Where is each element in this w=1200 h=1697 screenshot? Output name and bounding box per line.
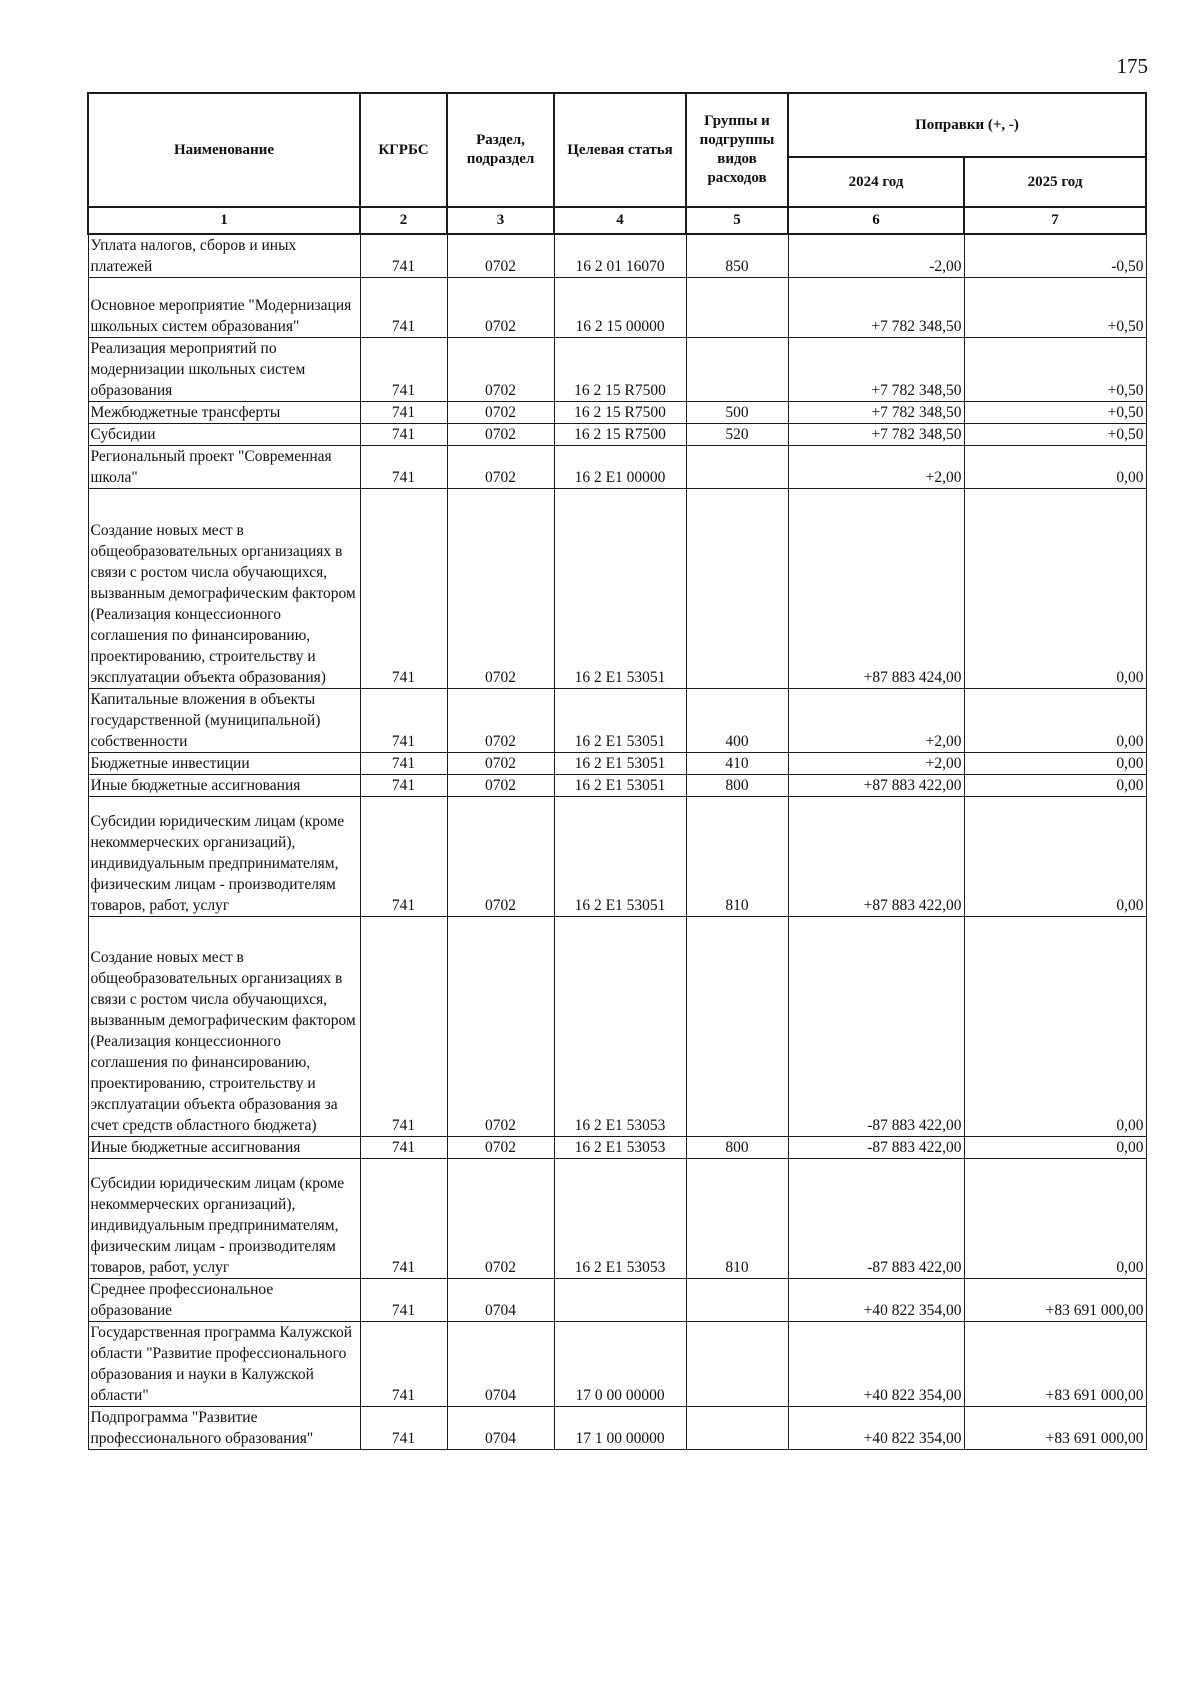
- row-kgrbs: 741: [360, 797, 447, 917]
- row-name: Иные бюджетные ассигнования: [88, 775, 360, 797]
- row-name: Среднее профессиональное образование: [88, 1279, 360, 1322]
- row-group: [686, 1322, 788, 1407]
- row-section: 0702: [447, 689, 554, 753]
- row-name: Субсидии: [88, 424, 360, 446]
- row-amount-2025: 0,00: [964, 446, 1146, 489]
- row-target: 17 1 00 00000: [554, 1407, 686, 1450]
- row-section: 0702: [447, 338, 554, 402]
- header-number: 5: [686, 207, 788, 234]
- row-section: 0702: [447, 424, 554, 446]
- row-amount-2024: +7 782 348,50: [788, 402, 964, 424]
- row-target: 16 2 E1 53053: [554, 1159, 686, 1279]
- row-amount-2025: +0,50: [964, 402, 1146, 424]
- table-row: [88, 753, 1146, 775]
- row-section: 0702: [447, 753, 554, 775]
- row-amount-2025: +0,50: [964, 338, 1146, 402]
- table-row: [88, 1407, 1146, 1450]
- header-number: 1: [88, 207, 360, 234]
- row-amount-2024: +7 782 348,50: [788, 338, 964, 402]
- row-target: 16 2 E1 53051: [554, 753, 686, 775]
- row-amount-2025: 0,00: [964, 753, 1146, 775]
- header-amendments: Поправки (+, -): [788, 93, 1146, 157]
- row-group: [686, 1279, 788, 1322]
- row-amount-2024: +7 782 348,50: [788, 424, 964, 446]
- row-amount-2024: +87 883 424,00: [788, 489, 964, 689]
- table-row: [88, 424, 1146, 446]
- row-amount-2024: +2,00: [788, 753, 964, 775]
- row-group: [686, 917, 788, 1137]
- row-section: 0702: [447, 1159, 554, 1279]
- row-kgrbs: 741: [360, 402, 447, 424]
- header-name: Наименование: [88, 93, 360, 207]
- table-row: [88, 775, 1146, 797]
- header-section: Раздел, подраздел: [447, 93, 554, 207]
- row-group: [686, 278, 788, 338]
- row-amount-2024: +40 822 354,00: [788, 1407, 964, 1450]
- row-kgrbs: 741: [360, 234, 447, 278]
- row-amount-2024: +2,00: [788, 446, 964, 489]
- row-section: 0702: [447, 775, 554, 797]
- row-amount-2025: -0,50: [964, 234, 1146, 278]
- row-target: 16 2 E1 53053: [554, 917, 686, 1137]
- row-kgrbs: 741: [360, 424, 447, 446]
- header-number: 4: [554, 207, 686, 234]
- table-row: [88, 1159, 1146, 1279]
- row-group: 810: [686, 1159, 788, 1279]
- row-target: 16 2 E1 00000: [554, 446, 686, 489]
- row-section: 0702: [447, 234, 554, 278]
- header-number: 6: [788, 207, 964, 234]
- header-number: 7: [964, 207, 1146, 234]
- row-section: 0702: [447, 402, 554, 424]
- row-amount-2024: -87 883 422,00: [788, 1159, 964, 1279]
- header-number: 3: [447, 207, 554, 234]
- table-row: [88, 1279, 1146, 1322]
- header-kgrbs: КГРБС: [360, 93, 447, 207]
- row-kgrbs: 741: [360, 917, 447, 1137]
- row-target: 16 2 E1 53051: [554, 797, 686, 917]
- row-target: 16 2 E1 53053: [554, 1137, 686, 1159]
- row-name: Создание новых мест в общеобразовательных организациях в связи с ростом числа обучающихся, вызванным демографическим фактором (Реализация концессионного соглашения по финансированию, проектированию, строительству и эксплуатации объекта образования за счет средств областного бюджета): [88, 917, 360, 1137]
- header-2024: 2024 год: [788, 157, 964, 207]
- row-section: 0704: [447, 1322, 554, 1407]
- table-row: [88, 446, 1146, 489]
- row-kgrbs: 741: [360, 1159, 447, 1279]
- row-group: 800: [686, 775, 788, 797]
- row-group: [686, 1407, 788, 1450]
- row-amount-2025: 0,00: [964, 917, 1146, 1137]
- row-name: Подпрограмма "Развитие профессионального образования": [88, 1407, 360, 1450]
- header-number: 2: [360, 207, 447, 234]
- row-name: Субсидии юридическим лицам (кроме некоммерческих организаций), индивидуальным предпринимателям, физическим лицам - производителям товаров, работ, услуг: [88, 1159, 360, 1279]
- row-group: 800: [686, 1137, 788, 1159]
- row-amount-2025: +0,50: [964, 424, 1146, 446]
- row-amount-2025: 0,00: [964, 489, 1146, 689]
- row-group: [686, 338, 788, 402]
- row-section: 0702: [447, 1137, 554, 1159]
- budget-amendments-table: [87, 92, 1147, 1450]
- row-kgrbs: 741: [360, 338, 447, 402]
- row-target: 16 2 15 00000: [554, 278, 686, 338]
- header-target: Целевая статья: [554, 93, 686, 207]
- row-section: 0704: [447, 1407, 554, 1450]
- row-amount-2024: +2,00: [788, 689, 964, 753]
- row-amount-2024: -87 883 422,00: [788, 917, 964, 1137]
- row-kgrbs: 741: [360, 775, 447, 797]
- table-row: [88, 917, 1146, 1137]
- row-amount-2025: 0,00: [964, 689, 1146, 753]
- row-kgrbs: 741: [360, 1137, 447, 1159]
- row-kgrbs: 741: [360, 1407, 447, 1450]
- header-groups: Группы и подгруппы видов расходов: [686, 93, 788, 207]
- table-row: [88, 338, 1146, 402]
- row-amount-2025: 0,00: [964, 797, 1146, 917]
- row-name: Региональный проект "Современная школа": [88, 446, 360, 489]
- row-kgrbs: 741: [360, 446, 447, 489]
- row-name: Субсидии юридическим лицам (кроме некоммерческих организаций), индивидуальным предпринимателям, физическим лицам - производителям товаров, работ, услуг: [88, 797, 360, 917]
- row-target: 16 2 E1 53051: [554, 775, 686, 797]
- row-kgrbs: 741: [360, 1322, 447, 1407]
- row-name: Иные бюджетные ассигнования: [88, 1137, 360, 1159]
- row-section: 0702: [447, 917, 554, 1137]
- row-group: [686, 489, 788, 689]
- row-kgrbs: 741: [360, 489, 447, 689]
- row-target: [554, 1279, 686, 1322]
- row-amount-2024: +7 782 348,50: [788, 278, 964, 338]
- row-section: 0702: [447, 446, 554, 489]
- row-amount-2024: +87 883 422,00: [788, 775, 964, 797]
- row-group: 410: [686, 753, 788, 775]
- table-row: [88, 402, 1146, 424]
- row-amount-2024: +40 822 354,00: [788, 1279, 964, 1322]
- row-name: Уплата налогов, сборов и иных платежей: [88, 234, 360, 278]
- row-target: 16 2 15 R7500: [554, 424, 686, 446]
- row-group: 500: [686, 402, 788, 424]
- row-group: 400: [686, 689, 788, 753]
- row-group: 850: [686, 234, 788, 278]
- table-row: [88, 489, 1146, 689]
- table-row: [88, 234, 1146, 278]
- header-2025: 2025 год: [964, 157, 1146, 207]
- row-amount-2025: +0,50: [964, 278, 1146, 338]
- row-target: 16 2 15 R7500: [554, 338, 686, 402]
- row-amount-2024: +87 883 422,00: [788, 797, 964, 917]
- row-name: Межбюджетные трансферты: [88, 402, 360, 424]
- row-group: 520: [686, 424, 788, 446]
- row-kgrbs: 741: [360, 689, 447, 753]
- page-number: 175: [1116, 54, 1148, 78]
- row-amount-2025: +83 691 000,00: [964, 1279, 1146, 1322]
- row-name: Государственная программа Калужской области "Развитие профессионального образования и науки в Калужской области": [88, 1322, 360, 1407]
- row-group: [686, 446, 788, 489]
- row-name: Капитальные вложения в объекты государственной (муниципальной) собственности: [88, 689, 360, 753]
- table-row: [88, 278, 1146, 338]
- row-section: 0702: [447, 278, 554, 338]
- table-row: [88, 1322, 1146, 1407]
- row-amount-2024: -87 883 422,00: [788, 1137, 964, 1159]
- row-kgrbs: 741: [360, 753, 447, 775]
- row-name: Создание новых мест в общеобразовательных организациях в связи с ростом числа обучающихся, вызванным демографическим фактором (Реализация концессионного соглашения по финансированию, проектированию, строительству и эксплуатации объекта образования): [88, 489, 360, 689]
- row-kgrbs: 741: [360, 1279, 447, 1322]
- row-amount-2025: 0,00: [964, 775, 1146, 797]
- row-section: 0702: [447, 489, 554, 689]
- row-amount-2025: 0,00: [964, 1137, 1146, 1159]
- row-target: 17 0 00 00000: [554, 1322, 686, 1407]
- row-target: 16 2 01 16070: [554, 234, 686, 278]
- row-section: 0702: [447, 797, 554, 917]
- row-target: 16 2 E1 53051: [554, 689, 686, 753]
- row-amount-2025: +83 691 000,00: [964, 1322, 1146, 1407]
- table-row: [88, 689, 1146, 753]
- row-amount-2025: +83 691 000,00: [964, 1407, 1146, 1450]
- table-row: [88, 797, 1146, 917]
- table-row: [88, 1137, 1146, 1159]
- row-amount-2024: +40 822 354,00: [788, 1322, 964, 1407]
- row-target: 16 2 E1 53051: [554, 489, 686, 689]
- row-amount-2025: 0,00: [964, 1159, 1146, 1279]
- row-name: Реализация мероприятий по модернизации школьных систем образования: [88, 338, 360, 402]
- row-name: Основное мероприятие "Модернизация школьных систем образования": [88, 278, 360, 338]
- row-group: 810: [686, 797, 788, 917]
- row-kgrbs: 741: [360, 278, 447, 338]
- row-target: 16 2 15 R7500: [554, 402, 686, 424]
- row-name: Бюджетные инвестиции: [88, 753, 360, 775]
- row-amount-2024: -2,00: [788, 234, 964, 278]
- row-section: 0704: [447, 1279, 554, 1322]
